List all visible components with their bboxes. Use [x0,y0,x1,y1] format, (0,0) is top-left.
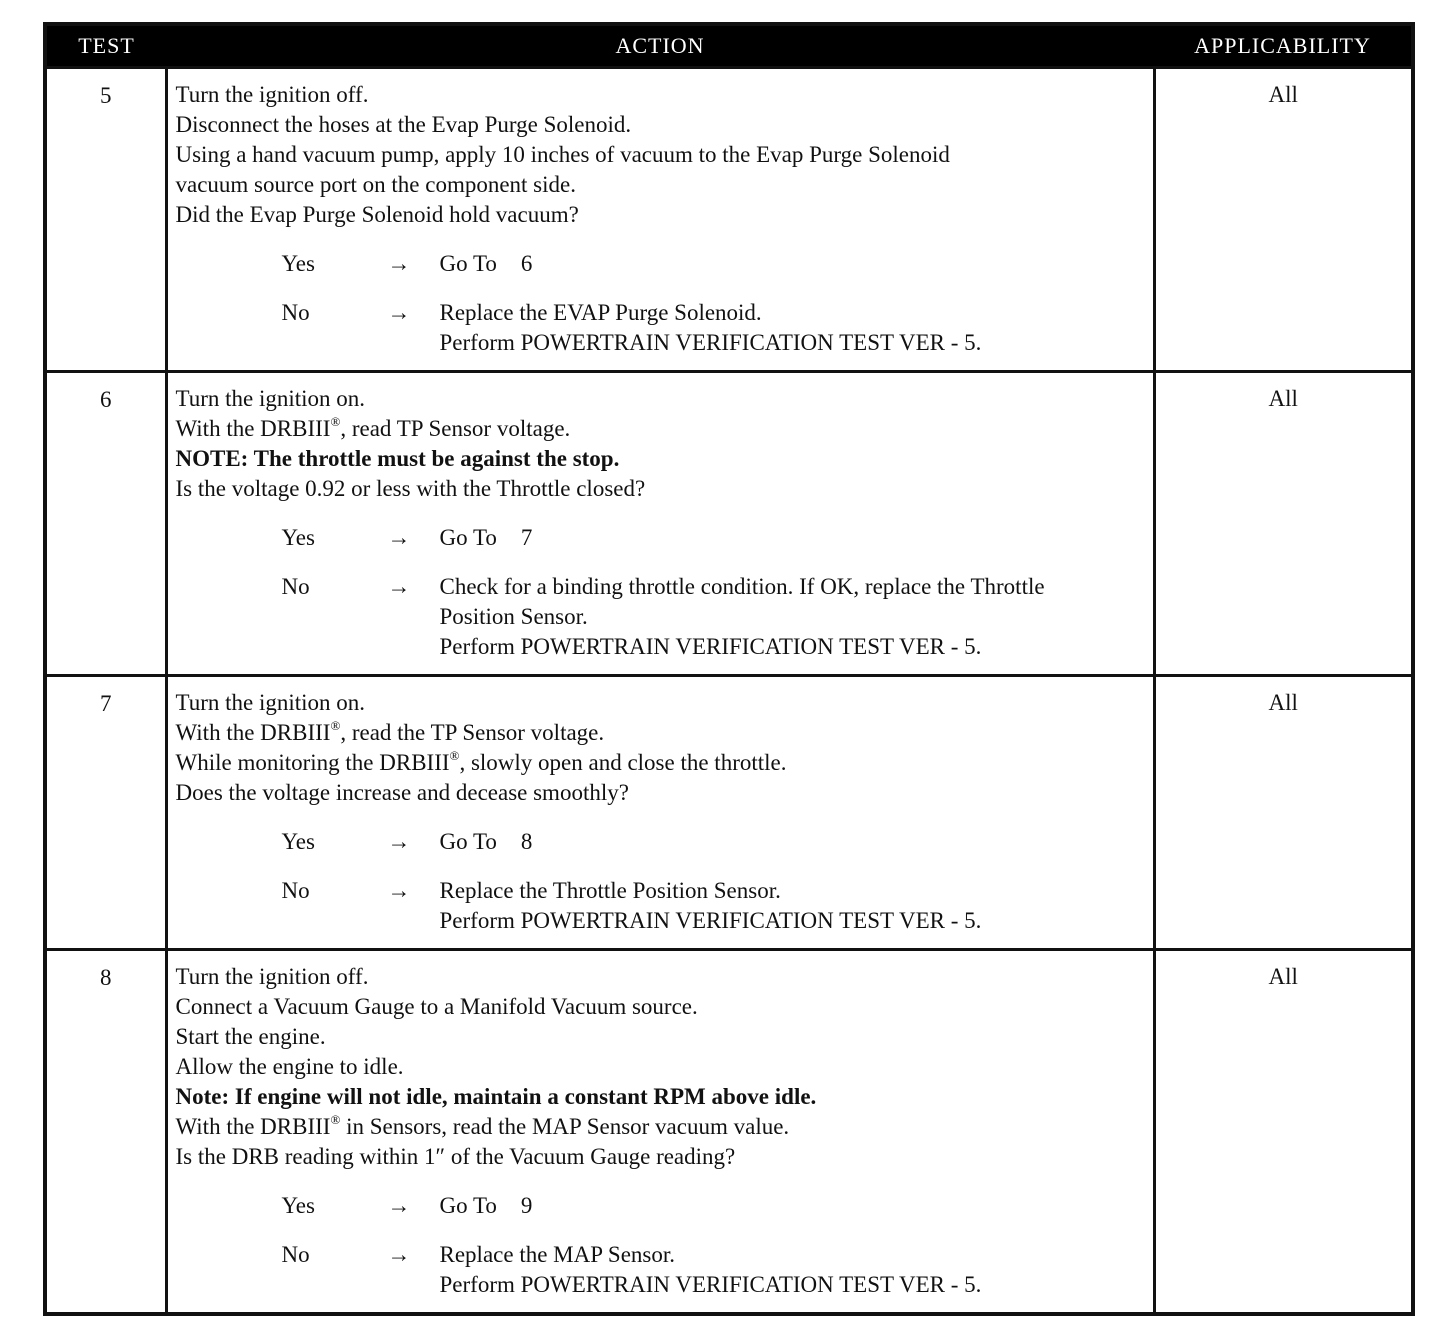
no-result-line: Replace the MAP Sensor. [439,1242,676,1267]
applicability-cell: All [1154,372,1413,676]
applicability-cell: All [1154,676,1413,950]
action-question: Does the voltage increase and decease smoothly? [175,780,629,805]
goto-number: 8 [520,829,533,854]
arrow-icon: → [387,300,411,325]
action-text: , read TP Sensor voltage. [340,416,571,441]
action-cell [166,68,1154,372]
action-cell [166,676,1154,950]
yes-branch [176,1191,1147,1221]
action-text: , slowly open and close the throttle. [459,750,787,775]
action-text: With the DRBIII [175,1114,331,1139]
yes-label: Yes [281,525,315,550]
action-step: Turn the ignition on. [175,690,366,715]
action-step: Disconnect the hoses at the Evap Purge Solenoid. [175,112,632,137]
no-result-line: Replace the EVAP Purge Solenoid. [439,300,762,325]
applicability-cell: All [1154,950,1413,1315]
no-result-line: Position Sensor. [439,604,588,629]
action-step [176,718,1147,748]
table-row-test-6 [45,372,1413,676]
no-branch [176,876,1147,936]
arrow-icon: → [387,829,411,854]
arrow-icon: → [387,878,411,903]
yes-branch [176,827,1147,857]
action-cell [166,372,1154,676]
action-step [176,1112,1147,1142]
goto-number: 7 [520,525,533,550]
note-text: Note: If engine will not idle, maintain a constant RPM above idle. [175,1084,817,1109]
no-label: No [281,1242,310,1267]
arrow-icon: → [387,251,411,276]
action-step [176,748,1147,778]
no-result [440,572,1147,662]
no-label: No [281,574,310,599]
goto-number: 9 [520,1193,533,1218]
yes-result [440,523,1147,553]
action-text: With the DRBIII [175,416,331,441]
arrow-icon: → [387,1193,411,1218]
goto-label: Go To [439,525,497,550]
goto-label: Go To [439,829,497,854]
table-row-test-5 [45,68,1413,372]
action-step: Connect a Vacuum Gauge to a Manifold Vacuum source. [175,994,698,1019]
table-header-row [45,24,1413,68]
no-result-line: Perform POWERTRAIN VERIFICATION TEST VER - 5. [439,330,982,355]
yes-result [440,827,1147,857]
action-question: Did the Evap Purge Solenoid hold vacuum? [175,202,579,227]
no-result-line: Perform POWERTRAIN VERIFICATION TEST VER - 5. [439,634,982,659]
yes-branch [176,523,1147,553]
applicability-cell: All [1154,68,1413,372]
action-question: Is the voltage 0.92 or less with the Throttle closed? [175,476,646,501]
arrow-icon: → [387,525,411,550]
arrow-icon: → [387,1242,411,1267]
action-question: Is the DRB reading within 1″ of the Vacuum Gauge reading? [175,1144,736,1169]
goto-label: Go To [439,251,497,276]
test-number: 5 [45,68,166,372]
arrow-icon: → [387,574,411,599]
test-number: 6 [45,372,166,676]
goto-label: Go To [439,1193,497,1218]
no-result-line: Check for a binding throttle condition. If OK, replace the Throttle [439,574,1045,599]
no-result-line: Perform POWERTRAIN VERIFICATION TEST VER - 5. [439,1272,982,1297]
action-cell [166,950,1154,1315]
test-number: 8 [45,950,166,1315]
action-step: Turn the ignition off. [175,82,369,107]
note-text: NOTE: The throttle must be against the stop. [175,446,620,471]
goto-number: 6 [520,251,533,276]
yes-label: Yes [281,1193,315,1218]
header-action: ACTION [166,24,1154,68]
yes-result [440,249,1147,279]
no-result [440,1240,1147,1300]
no-branch [176,298,1147,358]
action-text: With the DRBIII [175,720,331,745]
action-step: vacuum source port on the component side. [175,172,576,197]
yes-result [440,1191,1147,1221]
action-text: in Sensors, read the MAP Sensor vacuum value. [340,1114,790,1139]
header-applicability: APPLICABILITY [1154,24,1413,68]
action-step: Turn the ignition off. [175,964,369,989]
no-label: No [281,878,310,903]
action-step: Start the engine. [175,1024,326,1049]
no-branch [176,1240,1147,1300]
action-step [176,414,1147,444]
header-test: TEST [45,24,166,68]
action-text: , read the TP Sensor voltage. [340,720,605,745]
registered-mark: ® [330,718,341,733]
diagnostic-test-table [43,22,1415,1316]
action-step: Allow the engine to idle. [175,1054,404,1079]
test-number: 7 [45,676,166,950]
action-step: Using a hand vacuum pump, apply 10 inches of vacuum to the Evap Purge Solenoid [175,142,950,167]
action-text: While monitoring the DRBIII [175,750,450,775]
table-row-test-8 [45,950,1413,1315]
action-step: Turn the ignition on. [175,386,366,411]
no-result-line: Replace the Throttle Position Sensor. [439,878,781,903]
no-result [440,876,1147,936]
yes-label: Yes [281,251,315,276]
registered-mark: ® [330,1112,341,1127]
table-row-test-7 [45,676,1413,950]
no-result [440,298,1147,358]
no-label: No [281,300,310,325]
no-branch [176,572,1147,662]
yes-label: Yes [281,829,315,854]
yes-branch [176,249,1147,279]
no-result-line: Perform POWERTRAIN VERIFICATION TEST VER - 5. [439,908,982,933]
registered-mark: ® [330,414,341,429]
registered-mark: ® [449,748,460,763]
